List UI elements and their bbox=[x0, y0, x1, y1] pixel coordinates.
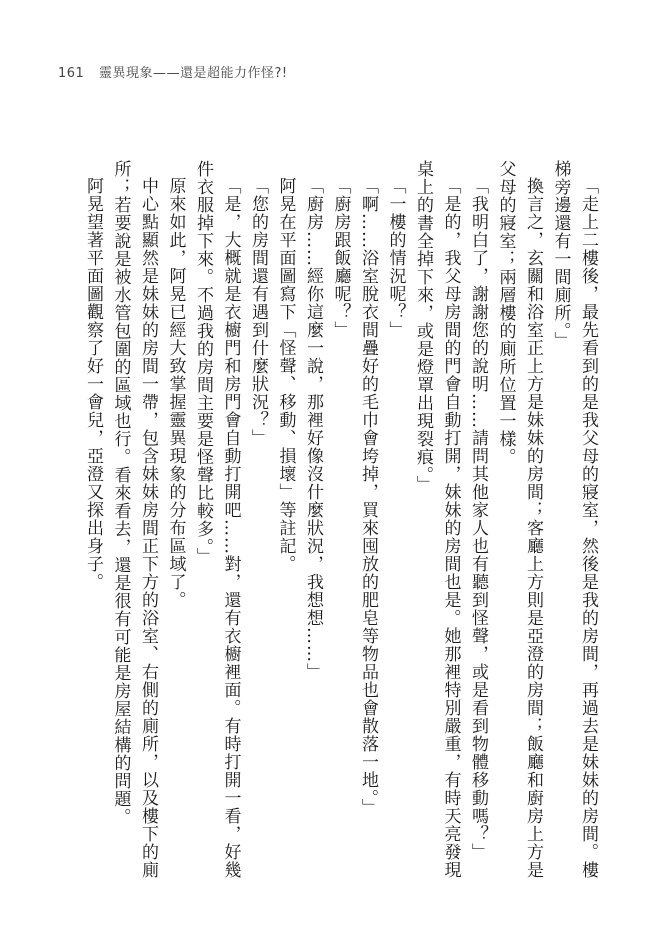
paragraph: 「您的房間還有遇到什麼狀況？」 bbox=[248, 177, 268, 447]
paragraph: 「廚房……經你這麼一說，那裡好像沒什麼狀況，我想想……」 bbox=[303, 177, 323, 681]
paragraph: 「我明白了，謝謝您的說明……請問其他家人也有聽到怪聲，或是看到物體移動嗎？」 bbox=[468, 177, 488, 861]
paragraph: 阿晃望著平面圖觀察了好一會兒，亞澄又探出身子。 bbox=[83, 177, 103, 591]
running-title: 靈異現象——還是超能力作怪?! bbox=[98, 66, 288, 81]
paragraph: 「走上二樓後，最先看到的是我父母的寢室，然後是我的房間，再過去是妹妹的房間。樓梯旁邊還有一間廁所。」 bbox=[550, 160, 598, 879]
paragraph: 原來如此，阿晃已經大致掌握靈異現象的分布區域了。 bbox=[165, 177, 186, 609]
paragraph: 「是的，我父母房間的門會自動打開，妹妹的房間也是。她那裡特別嚴重，有時天亮發現桌上的書全掉下來，或是燈罩出現裂痕。」 bbox=[413, 160, 461, 879]
paragraph: 阿晃在平面圖寫下「怪聲、移動、損壞」等註記。 bbox=[275, 177, 296, 573]
page-number: 161 bbox=[58, 66, 85, 81]
running-header bbox=[58, 62, 288, 81]
paragraph: 「是，大概就是衣櫥門和房門會自動打開吧……對，還有衣櫥裡面。有時打開一看，好幾件衣服掉下來。不過我的房間主要是怪聲比較多。」 bbox=[193, 160, 241, 879]
paragraph: 換言之，玄關和浴室正上方是妹妹的房間；客廳上方則是亞澄的房間；飯廳和廚房上方是父母的寢室；兩層樓的廁所位置一樣。 bbox=[495, 160, 543, 879]
paragraph: 中心點顯然是妹妹的房間一帶，包含妹妹房間正下方的浴室、右側的廁所，以及樓下的廁所；若要說是被水管包圍的區域也行。看來看去，還是很有可能是房屋結構的問題。 bbox=[110, 160, 158, 879]
paragraph: 「啊……浴室脫衣間疊好的毛巾會垮掉，買來囤放的肥皂等物品也會散落一地。」 bbox=[358, 177, 378, 817]
paragraph: 「廚房跟飯廳呢？」 bbox=[330, 177, 351, 339]
paragraph: 「一樓的情況呢？」 bbox=[385, 177, 406, 339]
body-text bbox=[56, 160, 601, 880]
